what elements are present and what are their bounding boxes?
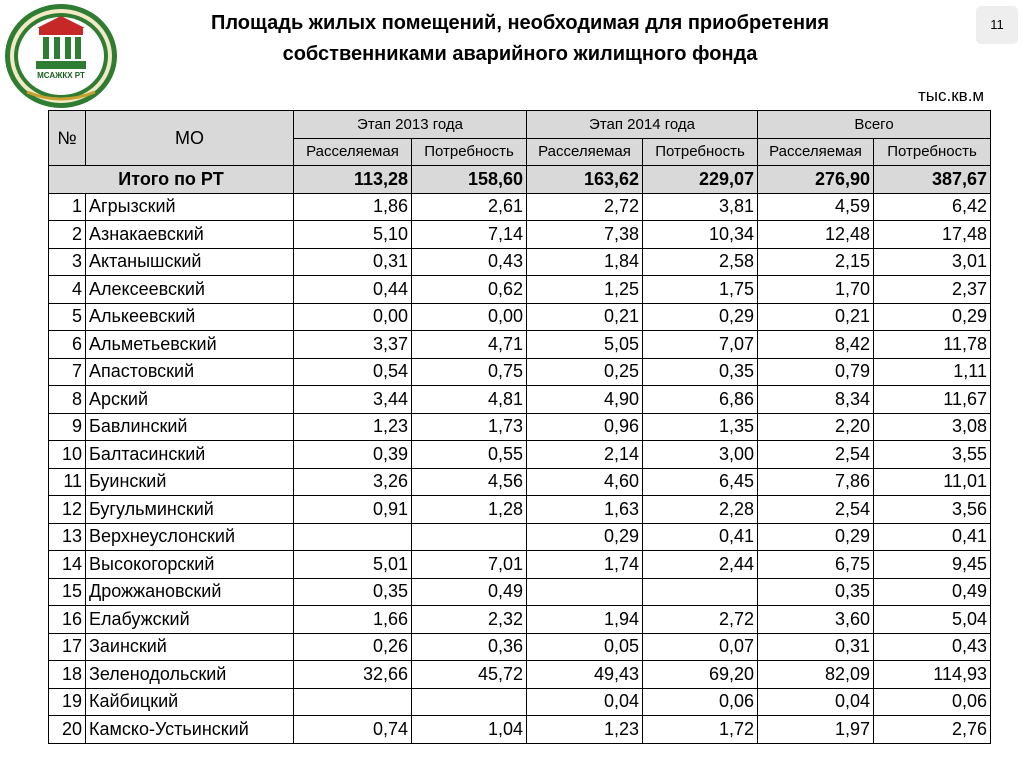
value-cell: 0,39 xyxy=(294,441,412,469)
header-sub-2014-resettled: Расселяемая xyxy=(527,138,643,166)
value-cell: 1,73 xyxy=(412,413,527,441)
table-row xyxy=(49,331,991,359)
ministry-logo-seal xyxy=(3,2,119,110)
value-cell: 2,44 xyxy=(643,551,758,579)
municipality-name: Азнакаевский xyxy=(86,221,294,249)
row-number: 7 xyxy=(49,358,86,386)
table-row xyxy=(49,303,991,331)
municipality-name: Альметьевский xyxy=(86,331,294,359)
value-cell: 0,41 xyxy=(874,523,991,551)
svg-text:МСАЖКХ РТ: МСАЖКХ РТ xyxy=(37,71,85,80)
value-cell: 1,74 xyxy=(527,551,643,579)
table-row xyxy=(49,578,991,606)
total-value: 229,07 xyxy=(643,166,758,194)
value-cell: 49,43 xyxy=(527,661,643,689)
header-sub-2013-need: Потребность xyxy=(412,138,527,166)
municipality-name: Кайбицкий xyxy=(86,688,294,716)
row-number: 12 xyxy=(49,496,86,524)
value-cell: 3,56 xyxy=(874,496,991,524)
value-cell: 1,04 xyxy=(412,716,527,744)
header-no: № xyxy=(49,111,86,166)
table-row xyxy=(49,248,991,276)
header-total: Всего xyxy=(758,111,991,139)
value-cell: 7,38 xyxy=(527,221,643,249)
value-cell: 0,29 xyxy=(527,523,643,551)
value-cell: 0,06 xyxy=(643,688,758,716)
value-cell: 6,45 xyxy=(643,468,758,496)
value-cell: 5,05 xyxy=(527,331,643,359)
total-value: 158,60 xyxy=(412,166,527,194)
value-cell: 8,42 xyxy=(758,331,874,359)
municipality-name: Актанышский xyxy=(86,248,294,276)
value-cell: 7,01 xyxy=(412,551,527,579)
value-cell: 69,20 xyxy=(643,661,758,689)
municipality-name: Алькеевский xyxy=(86,303,294,331)
row-number: 13 xyxy=(49,523,86,551)
municipality-name: Буинский xyxy=(86,468,294,496)
row-number: 8 xyxy=(49,386,86,414)
row-number: 6 xyxy=(49,331,86,359)
value-cell: 1,35 xyxy=(643,413,758,441)
table-row xyxy=(49,661,991,689)
value-cell: 4,90 xyxy=(527,386,643,414)
value-cell: 0,79 xyxy=(758,358,874,386)
table-row xyxy=(49,441,991,469)
value-cell: 6,42 xyxy=(874,193,991,221)
value-cell xyxy=(294,523,412,551)
value-cell: 1,72 xyxy=(643,716,758,744)
table-row xyxy=(49,633,991,661)
municipality-name: Елабужский xyxy=(86,606,294,634)
value-cell: 0,54 xyxy=(294,358,412,386)
municipality-name: Камско-Устьинский xyxy=(86,716,294,744)
municipality-name: Бавлинский xyxy=(86,413,294,441)
value-cell: 9,45 xyxy=(874,551,991,579)
municipality-name: Верхнеуслонский xyxy=(86,523,294,551)
municipality-name: Арский xyxy=(86,386,294,414)
value-cell xyxy=(527,578,643,606)
value-cell: 0,35 xyxy=(643,358,758,386)
value-cell: 0,62 xyxy=(412,276,527,304)
value-cell: 0,75 xyxy=(412,358,527,386)
value-cell: 11,78 xyxy=(874,331,991,359)
value-cell: 7,86 xyxy=(758,468,874,496)
municipality-name: Заинский xyxy=(86,633,294,661)
value-cell: 7,07 xyxy=(643,331,758,359)
table-row xyxy=(49,468,991,496)
value-cell: 0,07 xyxy=(643,633,758,661)
value-cell: 0,21 xyxy=(527,303,643,331)
header-sub-total-need: Потребность xyxy=(874,138,991,166)
value-cell: 2,54 xyxy=(758,441,874,469)
value-cell: 1,23 xyxy=(294,413,412,441)
municipality-name: Дрожжановский xyxy=(86,578,294,606)
value-cell: 0,04 xyxy=(527,688,643,716)
value-cell: 0,29 xyxy=(874,303,991,331)
value-cell: 10,34 xyxy=(643,221,758,249)
table-row xyxy=(49,193,991,221)
value-cell: 0,00 xyxy=(294,303,412,331)
row-number: 2 xyxy=(49,221,86,249)
value-cell: 45,72 xyxy=(412,661,527,689)
row-number: 16 xyxy=(49,606,86,634)
value-cell: 1,86 xyxy=(294,193,412,221)
value-cell: 2,54 xyxy=(758,496,874,524)
value-cell: 3,00 xyxy=(643,441,758,469)
value-cell: 0,91 xyxy=(294,496,412,524)
value-cell: 0,36 xyxy=(412,633,527,661)
value-cell xyxy=(643,578,758,606)
value-cell: 2,37 xyxy=(874,276,991,304)
row-number: 14 xyxy=(49,551,86,579)
total-value: 276,90 xyxy=(758,166,874,194)
municipality-name: Алексеевский xyxy=(86,276,294,304)
row-number: 10 xyxy=(49,441,86,469)
value-cell: 3,60 xyxy=(758,606,874,634)
municipality-name: Балтасинский xyxy=(86,441,294,469)
value-cell: 2,72 xyxy=(527,193,643,221)
table-row xyxy=(49,716,991,744)
value-cell: 3,01 xyxy=(874,248,991,276)
total-label: Итого по РТ xyxy=(49,166,294,194)
value-cell: 12,48 xyxy=(758,221,874,249)
value-cell: 2,20 xyxy=(758,413,874,441)
value-cell: 0,55 xyxy=(412,441,527,469)
header-stage-2013: Этап 2013 года xyxy=(294,111,527,139)
value-cell: 5,01 xyxy=(294,551,412,579)
page-title-line-2: собственниками аварийного жилищного фонда xyxy=(282,43,758,65)
value-cell: 1,84 xyxy=(527,248,643,276)
table-row xyxy=(49,413,991,441)
value-cell: 1,28 xyxy=(412,496,527,524)
value-cell: 3,55 xyxy=(874,441,991,469)
row-number: 20 xyxy=(49,716,86,744)
value-cell: 2,61 xyxy=(412,193,527,221)
value-cell: 3,44 xyxy=(294,386,412,414)
value-cell: 0,35 xyxy=(294,578,412,606)
value-cell: 0,74 xyxy=(294,716,412,744)
value-cell: 0,26 xyxy=(294,633,412,661)
row-number: 5 xyxy=(49,303,86,331)
value-cell: 0,49 xyxy=(874,578,991,606)
value-cell: 32,66 xyxy=(294,661,412,689)
row-number: 18 xyxy=(49,661,86,689)
value-cell: 0,43 xyxy=(874,633,991,661)
value-cell: 1,94 xyxy=(527,606,643,634)
slide-number: 11 xyxy=(976,6,1018,44)
municipality-name: Высокогорский xyxy=(86,551,294,579)
municipality-name: Агрызский xyxy=(86,193,294,221)
value-cell: 7,14 xyxy=(412,221,527,249)
value-cell: 114,93 xyxy=(874,661,991,689)
value-cell: 3,08 xyxy=(874,413,991,441)
value-cell: 0,35 xyxy=(758,578,874,606)
value-cell: 2,76 xyxy=(874,716,991,744)
table-row xyxy=(49,358,991,386)
value-cell: 2,28 xyxy=(643,496,758,524)
value-cell: 0,31 xyxy=(758,633,874,661)
value-cell xyxy=(412,523,527,551)
page-title xyxy=(130,8,910,70)
value-cell: 0,29 xyxy=(643,303,758,331)
value-cell: 11,01 xyxy=(874,468,991,496)
value-cell: 0,00 xyxy=(412,303,527,331)
row-number: 3 xyxy=(49,248,86,276)
header-mo: МО xyxy=(86,111,294,166)
municipality-name: Апастовский xyxy=(86,358,294,386)
value-cell: 0,21 xyxy=(758,303,874,331)
value-cell: 4,56 xyxy=(412,468,527,496)
value-cell: 3,37 xyxy=(294,331,412,359)
value-cell: 0,41 xyxy=(643,523,758,551)
value-cell: 11,67 xyxy=(874,386,991,414)
value-cell: 0,04 xyxy=(758,688,874,716)
value-cell: 4,71 xyxy=(412,331,527,359)
value-cell: 0,25 xyxy=(527,358,643,386)
value-cell: 6,86 xyxy=(643,386,758,414)
total-value: 387,67 xyxy=(874,166,991,194)
value-cell: 1,75 xyxy=(643,276,758,304)
value-cell: 0,44 xyxy=(294,276,412,304)
total-value: 163,62 xyxy=(527,166,643,194)
row-number: 4 xyxy=(49,276,86,304)
value-cell: 0,29 xyxy=(758,523,874,551)
value-cell: 0,06 xyxy=(874,688,991,716)
value-cell: 0,43 xyxy=(412,248,527,276)
table-row xyxy=(49,276,991,304)
table-row xyxy=(49,496,991,524)
value-cell: 5,10 xyxy=(294,221,412,249)
value-cell: 1,63 xyxy=(527,496,643,524)
value-cell: 2,14 xyxy=(527,441,643,469)
value-cell: 1,11 xyxy=(874,358,991,386)
value-cell: 0,49 xyxy=(412,578,527,606)
value-cell xyxy=(294,688,412,716)
value-cell: 2,15 xyxy=(758,248,874,276)
value-cell: 2,32 xyxy=(412,606,527,634)
value-cell: 0,31 xyxy=(294,248,412,276)
value-cell: 5,04 xyxy=(874,606,991,634)
header-sub-total-resettled: Расселяемая xyxy=(758,138,874,166)
value-cell: 2,72 xyxy=(643,606,758,634)
unit-label: тыс.кв.м xyxy=(918,86,985,105)
value-cell: 17,48 xyxy=(874,221,991,249)
value-cell: 3,81 xyxy=(643,193,758,221)
municipality-name: Зеленодольский xyxy=(86,661,294,689)
header-row-groups xyxy=(49,111,991,139)
row-number: 15 xyxy=(49,578,86,606)
table-row xyxy=(49,221,991,249)
row-number: 9 xyxy=(49,413,86,441)
value-cell: 0,05 xyxy=(527,633,643,661)
municipality-name: Бугульминский xyxy=(86,496,294,524)
value-cell: 1,66 xyxy=(294,606,412,634)
page-title-line-1: Площадь жилых помещений, необходимая для приобретения xyxy=(210,12,830,34)
total-row xyxy=(49,166,991,194)
housing-area-table xyxy=(48,110,991,744)
value-cell: 4,60 xyxy=(527,468,643,496)
header-stage-2014: Этап 2014 года xyxy=(527,111,758,139)
value-cell: 2,58 xyxy=(643,248,758,276)
value-cell: 6,75 xyxy=(758,551,874,579)
total-value: 113,28 xyxy=(294,166,412,194)
header-sub-2013-resettled: Расселяемая xyxy=(294,138,412,166)
value-cell: 1,23 xyxy=(527,716,643,744)
header-sub-2014-need: Потребность xyxy=(643,138,758,166)
value-cell: 8,34 xyxy=(758,386,874,414)
table-row xyxy=(49,551,991,579)
table-row xyxy=(49,606,991,634)
row-number: 11 xyxy=(49,468,86,496)
value-cell: 4,59 xyxy=(758,193,874,221)
value-cell: 4,81 xyxy=(412,386,527,414)
row-number: 17 xyxy=(49,633,86,661)
value-cell: 82,09 xyxy=(758,661,874,689)
table-row xyxy=(49,386,991,414)
table-row xyxy=(49,523,991,551)
value-cell: 1,97 xyxy=(758,716,874,744)
value-cell: 1,70 xyxy=(758,276,874,304)
value-cell: 3,26 xyxy=(294,468,412,496)
table-row xyxy=(49,688,991,716)
value-cell: 1,25 xyxy=(527,276,643,304)
value-cell xyxy=(412,688,527,716)
row-number: 19 xyxy=(49,688,86,716)
value-cell: 0,96 xyxy=(527,413,643,441)
row-number: 1 xyxy=(49,193,86,221)
